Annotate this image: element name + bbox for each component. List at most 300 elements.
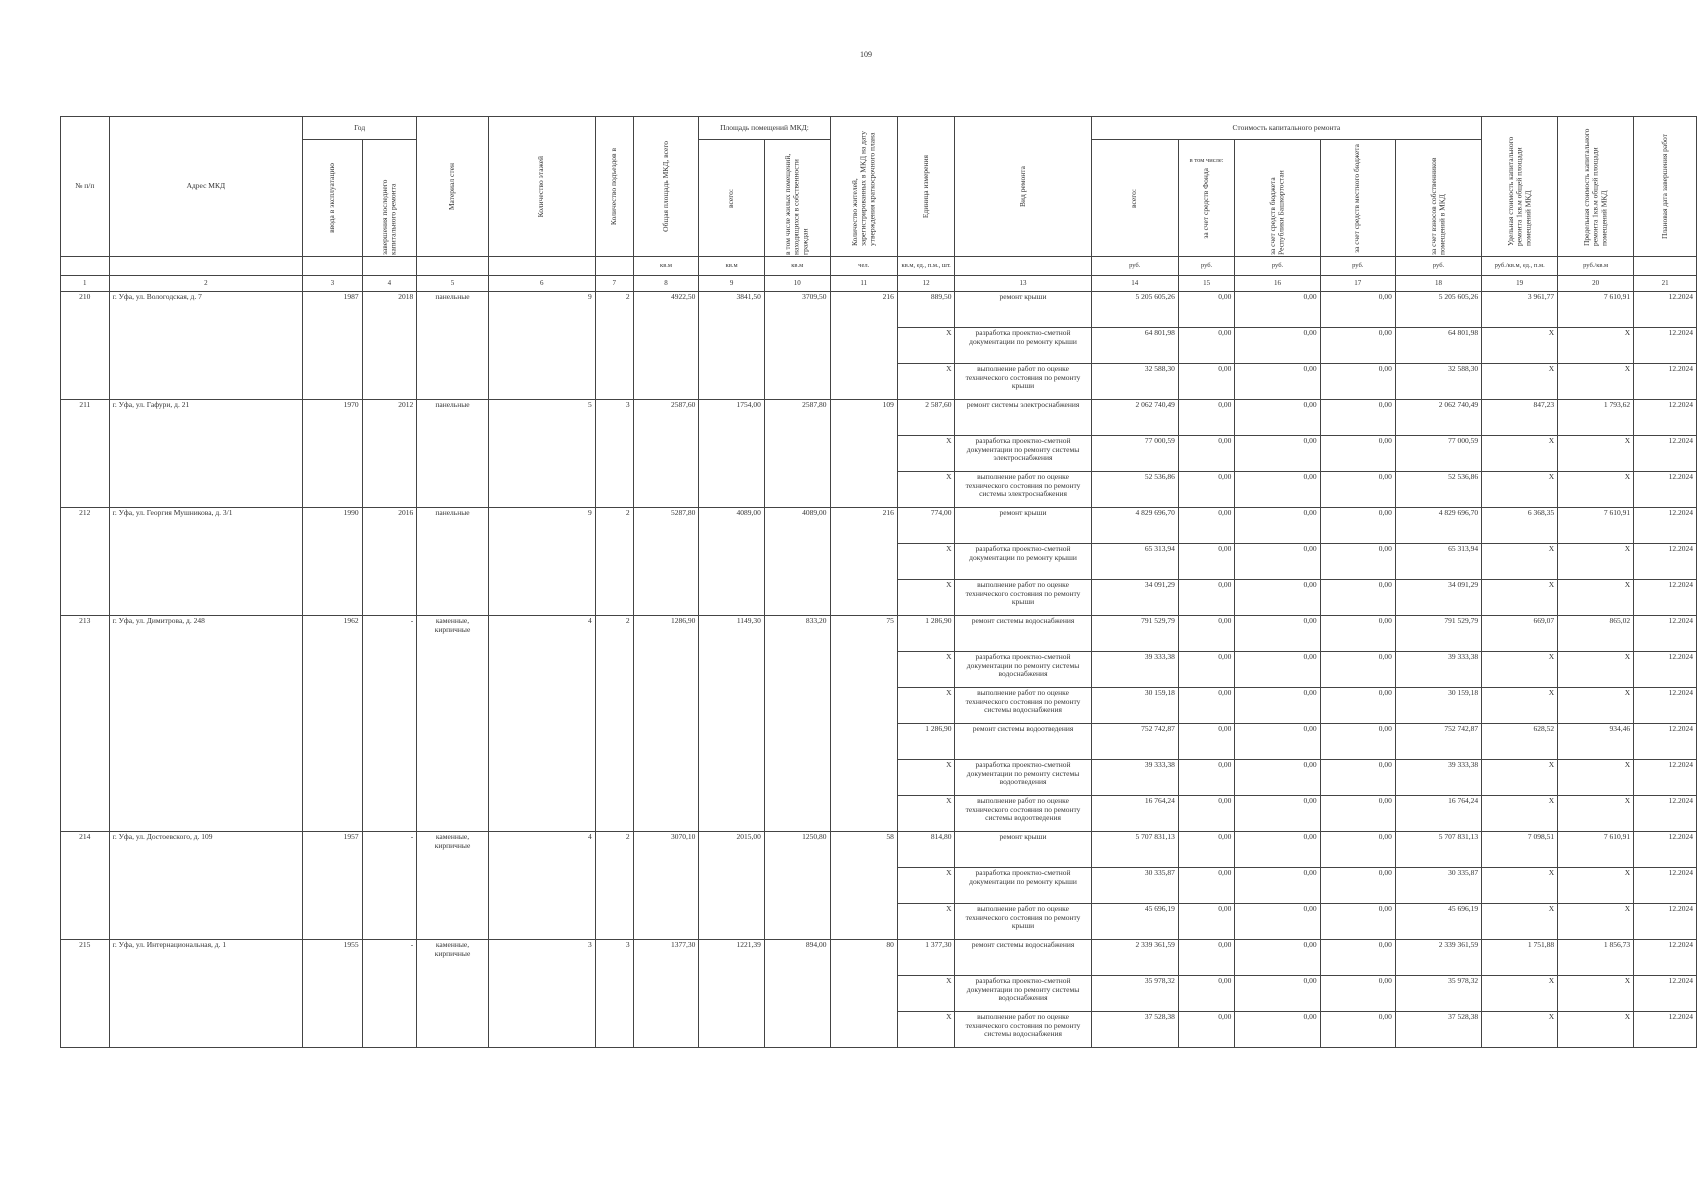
floors-count xyxy=(488,976,595,1012)
deadline-date: 12.2024 xyxy=(1634,400,1697,436)
cost-fund: 0,00 xyxy=(1178,544,1235,580)
wall-material xyxy=(417,904,489,940)
work-type: разработка проектно-сметной документации по ремонту системы водоснабжения xyxy=(955,652,1091,688)
residents-count: 216 xyxy=(830,508,897,544)
cost-owners: 35 978,32 xyxy=(1395,976,1481,1012)
column-index: 10 xyxy=(764,276,830,292)
deadline-date: 12.2024 xyxy=(1634,652,1697,688)
house-number xyxy=(61,1012,110,1048)
table-row xyxy=(61,904,1697,940)
work-unit: 1 377,30 xyxy=(897,940,955,976)
cost-total: 30 159,18 xyxy=(1091,688,1178,724)
premises-owned xyxy=(764,652,830,688)
unit-cost: X xyxy=(1482,544,1558,580)
entrances-count xyxy=(595,472,633,508)
deadline-date: 12.2024 xyxy=(1634,760,1697,796)
cost-local: 0,00 xyxy=(1320,544,1395,580)
work-type: ремонт системы электроснабжения xyxy=(955,400,1091,436)
column-index: 5 xyxy=(417,276,489,292)
work-unit: 2 587,60 xyxy=(897,400,955,436)
cost-republic: 0,00 xyxy=(1235,616,1320,652)
floors-count xyxy=(488,868,595,904)
unit-cost: X xyxy=(1482,868,1558,904)
total-area xyxy=(633,688,699,724)
cost-fund: 0,00 xyxy=(1178,400,1235,436)
column-index: 8 xyxy=(633,276,699,292)
cost-total: 77 000,59 xyxy=(1091,436,1178,472)
table-header xyxy=(61,117,1697,292)
cost-local: 0,00 xyxy=(1320,472,1395,508)
house-number xyxy=(61,580,110,616)
total-area xyxy=(633,364,699,400)
floors-count xyxy=(488,796,595,832)
floors-count xyxy=(488,1012,595,1048)
house-number xyxy=(61,976,110,1012)
residents-count xyxy=(830,364,897,400)
header-floors: Количество этажей xyxy=(536,155,546,218)
premises-owned xyxy=(764,1012,830,1048)
premises-owned: 4089,00 xyxy=(764,508,830,544)
column-index: 20 xyxy=(1558,276,1634,292)
header-cost-local: за счет средств местного бюджета xyxy=(1352,143,1362,253)
total-area xyxy=(633,436,699,472)
max-cost: X xyxy=(1558,796,1634,832)
max-cost: X xyxy=(1558,688,1634,724)
year-last-repair xyxy=(362,436,417,472)
column-index: 7 xyxy=(595,276,633,292)
premises-total xyxy=(699,472,765,508)
work-unit: X xyxy=(897,868,955,904)
header-premises-group: Площадь помещений МКД: xyxy=(699,117,830,140)
entrances-count: 2 xyxy=(595,616,633,652)
work-unit: 1 286,90 xyxy=(897,724,955,760)
entrances-count: 3 xyxy=(595,400,633,436)
table-row xyxy=(61,760,1697,796)
floors-count xyxy=(488,436,595,472)
premises-total xyxy=(699,328,765,364)
unit-cell: руб. xyxy=(1091,257,1178,276)
cost-fund: 0,00 xyxy=(1178,580,1235,616)
table-row xyxy=(61,616,1697,652)
cost-republic: 0,00 xyxy=(1235,328,1320,364)
cost-republic: 0,00 xyxy=(1235,724,1320,760)
unit-cell xyxy=(955,257,1091,276)
floors-count: 3 xyxy=(488,940,595,976)
cost-local: 0,00 xyxy=(1320,688,1395,724)
work-unit: X xyxy=(897,328,955,364)
residents-count: 109 xyxy=(830,400,897,436)
year-built xyxy=(303,976,363,1012)
cost-owners: 5 205 605,26 xyxy=(1395,292,1481,328)
wall-material: панельные xyxy=(417,400,489,436)
header-deadline: Плановая дата завершения работ xyxy=(1659,133,1669,240)
max-cost: X xyxy=(1558,904,1634,940)
house-address xyxy=(109,868,302,904)
header-residents: Количество жителей, зарегистрированных в МКД на дату утверждения краткосрочного плана xyxy=(849,130,876,246)
cost-total: 32 588,30 xyxy=(1091,364,1178,400)
work-type: выполнение работ по оценке технического состояния по ремонту системы водоснабжения xyxy=(955,688,1091,724)
cost-local: 0,00 xyxy=(1320,400,1395,436)
cost-republic: 0,00 xyxy=(1235,400,1320,436)
work-type: выполнение работ по оценке технического состояния по ремонту системы водоотведения xyxy=(955,796,1091,832)
cost-republic: 0,00 xyxy=(1235,472,1320,508)
total-area xyxy=(633,904,699,940)
wall-material: каменные, кирпичные xyxy=(417,832,489,868)
header-entrances: Количество подъездов в xyxy=(608,147,618,226)
year-built xyxy=(303,760,363,796)
work-unit: X xyxy=(897,688,955,724)
cost-republic: 0,00 xyxy=(1235,544,1320,580)
total-area: 5287,80 xyxy=(633,508,699,544)
cost-local: 0,00 xyxy=(1320,796,1395,832)
cost-owners: 5 707 831,13 xyxy=(1395,832,1481,868)
year-last-repair xyxy=(362,868,417,904)
cost-total: 34 091,29 xyxy=(1091,580,1178,616)
premises-total xyxy=(699,688,765,724)
cost-republic: 0,00 xyxy=(1235,292,1320,328)
max-cost: X xyxy=(1558,472,1634,508)
cost-total: 45 696,19 xyxy=(1091,904,1178,940)
premises-owned xyxy=(764,364,830,400)
floors-count xyxy=(488,760,595,796)
cost-republic: 0,00 xyxy=(1235,688,1320,724)
cost-local: 0,00 xyxy=(1320,832,1395,868)
table-row xyxy=(61,580,1697,616)
year-built xyxy=(303,724,363,760)
premises-total xyxy=(699,724,765,760)
premises-owned: 3709,50 xyxy=(764,292,830,328)
cost-owners: 4 829 696,70 xyxy=(1395,508,1481,544)
unit-cell: руб. xyxy=(1178,257,1235,276)
deadline-date: 12.2024 xyxy=(1634,364,1697,400)
table-row xyxy=(61,652,1697,688)
house-address: г. Уфа, ул. Димитрова, д. 248 xyxy=(109,616,302,652)
year-built: 1955 xyxy=(303,940,363,976)
house-number xyxy=(61,652,110,688)
column-index: 3 xyxy=(303,276,363,292)
unit-cell: руб./кв.м xyxy=(1558,257,1634,276)
house-address xyxy=(109,1012,302,1048)
cost-total: 5 205 605,26 xyxy=(1091,292,1178,328)
unit-cell xyxy=(362,257,417,276)
deadline-date: 12.2024 xyxy=(1634,868,1697,904)
house-number: 212 xyxy=(61,508,110,544)
floors-count: 5 xyxy=(488,400,595,436)
cost-total: 52 536,86 xyxy=(1091,472,1178,508)
wall-material xyxy=(417,796,489,832)
house-address xyxy=(109,796,302,832)
year-built xyxy=(303,904,363,940)
table-row xyxy=(61,400,1697,436)
premises-total xyxy=(699,652,765,688)
premises-total xyxy=(699,760,765,796)
house-address xyxy=(109,976,302,1012)
table-row xyxy=(61,1012,1697,1048)
year-last-repair xyxy=(362,760,417,796)
max-cost: 7 610,91 xyxy=(1558,292,1634,328)
max-cost: 865,02 xyxy=(1558,616,1634,652)
total-area xyxy=(633,976,699,1012)
unit-cell: кв.м xyxy=(633,257,699,276)
total-area xyxy=(633,544,699,580)
year-built: 1990 xyxy=(303,508,363,544)
unit-cost: X xyxy=(1482,364,1558,400)
unit-cost: X xyxy=(1482,1012,1558,1048)
page-number: 109 xyxy=(860,50,872,59)
work-type: ремонт крыши xyxy=(955,508,1091,544)
work-type: выполнение работ по оценке технического состояния по ремонту системы электроснабжения xyxy=(955,472,1091,508)
year-built xyxy=(303,796,363,832)
cost-fund: 0,00 xyxy=(1178,652,1235,688)
unit-cost: 6 368,35 xyxy=(1482,508,1558,544)
work-unit: 774,00 xyxy=(897,508,955,544)
deadline-date: 12.2024 xyxy=(1634,724,1697,760)
year-built xyxy=(303,688,363,724)
premises-total xyxy=(699,1012,765,1048)
year-built xyxy=(303,472,363,508)
house-address xyxy=(109,328,302,364)
house-number xyxy=(61,472,110,508)
wall-material xyxy=(417,724,489,760)
residents-count: 80 xyxy=(830,940,897,976)
entrances-count xyxy=(595,724,633,760)
unit-cell: кв.м, ед., п.м., шт. xyxy=(897,257,955,276)
floors-count: 9 xyxy=(488,292,595,328)
wall-material xyxy=(417,544,489,580)
premises-owned: 2587,80 xyxy=(764,400,830,436)
max-cost: 1 793,62 xyxy=(1558,400,1634,436)
unit-cell: чел. xyxy=(830,257,897,276)
cost-total: 2 339 361,59 xyxy=(1091,940,1178,976)
year-built xyxy=(303,364,363,400)
cost-local: 0,00 xyxy=(1320,580,1395,616)
cost-owners: 39 333,38 xyxy=(1395,760,1481,796)
work-type: ремонт системы водоотведения xyxy=(955,724,1091,760)
cost-fund: 0,00 xyxy=(1178,436,1235,472)
header-premises-total: всего: xyxy=(726,188,736,208)
house-address xyxy=(109,364,302,400)
floors-count xyxy=(488,904,595,940)
cost-owners: 30 335,87 xyxy=(1395,868,1481,904)
cost-local: 0,00 xyxy=(1320,652,1395,688)
entrances-count xyxy=(595,328,633,364)
house-number: 214 xyxy=(61,832,110,868)
cost-local: 0,00 xyxy=(1320,508,1395,544)
house-address: г. Уфа, ул. Достоевского, д. 109 xyxy=(109,832,302,868)
premises-total xyxy=(699,976,765,1012)
year-last-repair xyxy=(362,364,417,400)
work-type: выполнение работ по оценке технического состояния по ремонту крыши xyxy=(955,364,1091,400)
column-index: 6 xyxy=(488,276,595,292)
wall-material xyxy=(417,472,489,508)
work-type: выполнение работ по оценке технического состояния по ремонту системы водоснабжения xyxy=(955,1012,1091,1048)
premises-total xyxy=(699,868,765,904)
units-row xyxy=(61,257,1697,276)
floors-count xyxy=(488,652,595,688)
work-type: разработка проектно-сметной документации по ремонту системы электроснабжения xyxy=(955,436,1091,472)
house-address xyxy=(109,724,302,760)
entrances-count xyxy=(595,688,633,724)
house-number xyxy=(61,868,110,904)
year-last-repair xyxy=(362,580,417,616)
header-work-type: Вид ремонта xyxy=(1017,166,1027,207)
unit-cell xyxy=(61,257,110,276)
column-index: 9 xyxy=(699,276,765,292)
year-last-repair: 2012 xyxy=(362,400,417,436)
unit-cell xyxy=(109,257,302,276)
residents-count xyxy=(830,652,897,688)
entrances-count: 2 xyxy=(595,832,633,868)
year-built xyxy=(303,436,363,472)
cost-owners: 2 339 361,59 xyxy=(1395,940,1481,976)
premises-total xyxy=(699,544,765,580)
cost-republic: 0,00 xyxy=(1235,1012,1320,1048)
entrances-count: 2 xyxy=(595,292,633,328)
column-index: 18 xyxy=(1395,276,1481,292)
year-last-repair xyxy=(362,688,417,724)
total-area: 3070,10 xyxy=(633,832,699,868)
floors-count xyxy=(488,688,595,724)
wall-material xyxy=(417,652,489,688)
residents-count xyxy=(830,688,897,724)
house-number: 210 xyxy=(61,292,110,328)
cost-republic: 0,00 xyxy=(1235,436,1320,472)
cost-local: 0,00 xyxy=(1320,976,1395,1012)
work-type: ремонт крыши xyxy=(955,832,1091,868)
total-area: 1286,90 xyxy=(633,616,699,652)
header-year-last-repair: завершения последнего капитального ремонта xyxy=(379,179,398,255)
residents-count xyxy=(830,868,897,904)
cost-owners: 39 333,38 xyxy=(1395,652,1481,688)
cost-owners: 32 588,30 xyxy=(1395,364,1481,400)
work-unit: X xyxy=(897,472,955,508)
premises-owned xyxy=(764,436,830,472)
year-last-repair xyxy=(362,472,417,508)
work-unit: 889,50 xyxy=(897,292,955,328)
unit-cell: руб. xyxy=(1235,257,1320,276)
wall-material xyxy=(417,976,489,1012)
total-area xyxy=(633,760,699,796)
residents-count xyxy=(830,328,897,364)
cost-fund: 0,00 xyxy=(1178,328,1235,364)
table-row xyxy=(61,544,1697,580)
year-last-repair: - xyxy=(362,940,417,976)
year-last-repair: 2016 xyxy=(362,508,417,544)
table-row xyxy=(61,472,1697,508)
year-built: 1970 xyxy=(303,400,363,436)
wall-material: панельные xyxy=(417,508,489,544)
cost-owners: 30 159,18 xyxy=(1395,688,1481,724)
house-address xyxy=(109,688,302,724)
work-unit: X xyxy=(897,652,955,688)
cost-local: 0,00 xyxy=(1320,328,1395,364)
cost-local: 0,00 xyxy=(1320,868,1395,904)
cost-local: 0,00 xyxy=(1320,940,1395,976)
cost-owners: 64 801,98 xyxy=(1395,328,1481,364)
unit-cost: 3 961,77 xyxy=(1482,292,1558,328)
unit-cost: 628,52 xyxy=(1482,724,1558,760)
house-number xyxy=(61,328,110,364)
cost-fund: 0,00 xyxy=(1178,832,1235,868)
entrances-count: 3 xyxy=(595,940,633,976)
cost-republic: 0,00 xyxy=(1235,652,1320,688)
total-area: 1377,30 xyxy=(633,940,699,976)
cost-owners: 34 091,29 xyxy=(1395,580,1481,616)
premises-total xyxy=(699,364,765,400)
house-number: 215 xyxy=(61,940,110,976)
year-built xyxy=(303,328,363,364)
entrances-count xyxy=(595,868,633,904)
header-max-cost: Предельная стоимость капитального ремонта 1кв.м общей площади помещений МКД xyxy=(1581,128,1608,246)
cost-owners: 52 536,86 xyxy=(1395,472,1481,508)
work-unit: X xyxy=(897,760,955,796)
table-row xyxy=(61,292,1697,328)
cost-total: 752 742,87 xyxy=(1091,724,1178,760)
work-unit: X xyxy=(897,544,955,580)
year-last-repair xyxy=(362,904,417,940)
total-area: 4922,50 xyxy=(633,292,699,328)
header-cost-fund: за счет средств Фонда xyxy=(1201,168,1211,240)
header-incl: в том числе: xyxy=(1189,156,1224,164)
total-area xyxy=(633,328,699,364)
entrances-count xyxy=(595,580,633,616)
wall-material xyxy=(417,580,489,616)
unit-cell xyxy=(417,257,489,276)
house-address: г. Уфа, ул. Гафури, д. 21 xyxy=(109,400,302,436)
premises-owned: 833,20 xyxy=(764,616,830,652)
column-index: 4 xyxy=(362,276,417,292)
work-unit: X xyxy=(897,364,955,400)
table-row xyxy=(61,868,1697,904)
max-cost: 7 610,91 xyxy=(1558,508,1634,544)
cost-local: 0,00 xyxy=(1320,904,1395,940)
unit-cell: руб. xyxy=(1395,257,1481,276)
entrances-count xyxy=(595,796,633,832)
premises-total: 2015,00 xyxy=(699,832,765,868)
wall-material xyxy=(417,328,489,364)
deadline-date: 12.2024 xyxy=(1634,544,1697,580)
deadline-date: 12.2024 xyxy=(1634,292,1697,328)
unit-cost: X xyxy=(1482,328,1558,364)
cost-fund: 0,00 xyxy=(1178,508,1235,544)
table-body xyxy=(61,292,1697,1048)
deadline-date: 12.2024 xyxy=(1634,436,1697,472)
house-address xyxy=(109,580,302,616)
residents-count: 75 xyxy=(830,616,897,652)
wall-material: каменные, кирпичные xyxy=(417,616,489,652)
house-address xyxy=(109,652,302,688)
unit-cost: X xyxy=(1482,688,1558,724)
cost-owners: 65 313,94 xyxy=(1395,544,1481,580)
year-built xyxy=(303,1012,363,1048)
house-address: г. Уфа, ул. Вологодская, д. 7 xyxy=(109,292,302,328)
premises-total xyxy=(699,904,765,940)
cost-fund: 0,00 xyxy=(1178,904,1235,940)
house-address xyxy=(109,544,302,580)
premises-total: 1149,30 xyxy=(699,616,765,652)
table-row xyxy=(61,832,1697,868)
cost-total: 5 707 831,13 xyxy=(1091,832,1178,868)
cost-fund: 0,00 xyxy=(1178,976,1235,1012)
premises-owned xyxy=(764,328,830,364)
deadline-date: 12.2024 xyxy=(1634,328,1697,364)
wall-material xyxy=(417,868,489,904)
unit-cost: 1 751,88 xyxy=(1482,940,1558,976)
deadline-date: 12.2024 xyxy=(1634,1012,1697,1048)
year-last-repair xyxy=(362,976,417,1012)
max-cost: X xyxy=(1558,328,1634,364)
residents-count: 216 xyxy=(830,292,897,328)
